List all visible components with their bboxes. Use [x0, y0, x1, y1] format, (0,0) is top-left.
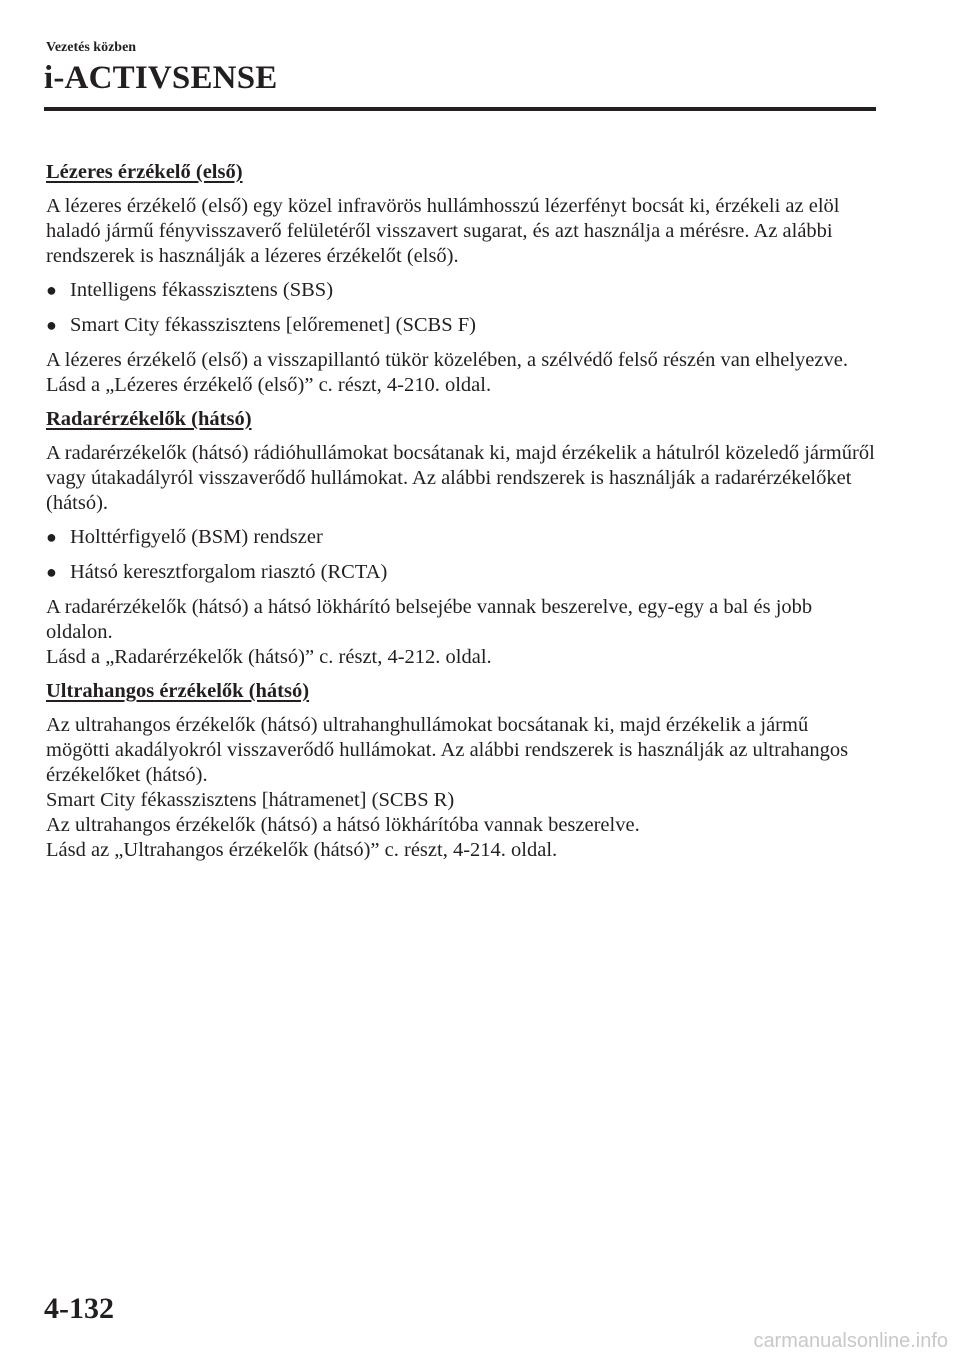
section-body [46, 713, 876, 863]
reference-text: Lásd a „Lézeres érzékelő (első)” c. részt, 4-210. oldal. [46, 374, 492, 396]
section-heading: Ultrahangos érzékelők (hátsó) [46, 680, 310, 702]
section-heading: Lézeres érzékelő (első) [46, 161, 243, 183]
list-item-text: Holttérfigyelő (BSM) rendszer [70, 526, 323, 548]
bullet-icon: ● [46, 280, 57, 300]
section-radar-sensors [46, 407, 876, 670]
reference-text: Lásd az „Ultrahangos érzékelők (hátsó)” c. részt, 4-214. oldal. [46, 839, 558, 861]
page-content [46, 160, 876, 872]
system-name: Smart City fékasszisztens [hátramenet] (SCBS R) [46, 789, 455, 811]
system-list [46, 278, 876, 338]
location-text: A lézeres érzékelő (első) a visszapillantó tükör közelében, a szélvédő felső részén van elhelyezve. [46, 349, 848, 371]
bullet-icon: ● [46, 315, 57, 335]
watermark: carmanualsonline.info [753, 1330, 948, 1352]
section-ultrasonic-sensors [46, 679, 876, 863]
section-intro: Az ultrahangos érzékelők (hátsó) ultrahanghullámokat bocsátanak ki, majd érzékelik a jármű mögötti akadályokról visszaverődő hullámokat. Az alábbi rendszerek is használják az ultrahangos érzékelőket (hátsó). [46, 714, 849, 786]
reference-text: Lásd a „Radarérzékelők (hátsó)” c. részt, 4-212. oldal. [46, 646, 492, 668]
section-intro: A radarérzékelők (hátsó) rádióhullámokat bocsátanak ki, majd érzékelik a hátulról közeledő járműről vagy útakadályról visszaverődő hullámokat. Az alábbi rendszerek is használják a radarérzékelőket (hátsó). [46, 442, 875, 514]
system-list [46, 525, 876, 585]
page-title: i-ACTIVSENSE [44, 60, 278, 96]
section-intro: A lézeres érzékelő (első) egy közel infravörös hullámhosszú lézerfényt bocsát ki, érzékeli az elöl haladó jármű fényvisszaverő felületéről visszavert sugarat, és azt használja a mérésre. Az alábbi rendszerek is használják a lézeres érzékelőt (első). [46, 195, 840, 267]
section-kicker: Vezetés közben [46, 40, 137, 55]
bullet-icon: ● [46, 527, 57, 547]
section-heading: Radarérzékelők (hátsó) [46, 408, 252, 430]
section-outro [46, 595, 876, 670]
list-item [46, 525, 876, 550]
page-number: 4-132 [44, 1292, 114, 1325]
list-item [46, 278, 876, 303]
section-outro [46, 348, 876, 398]
location-text: A radarérzékelők (hátsó) a hátsó lökhárító belsejébe vannak beszerelve, egy-egy a bal és jobb oldalon. [46, 596, 813, 643]
list-item-text: Hátsó keresztforgalom riasztó (RCTA) [70, 561, 388, 583]
list-item-text: Smart City fékasszisztens [előremenet] (SCBS F) [70, 314, 476, 336]
list-item-text: Intelligens fékasszisztens (SBS) [70, 279, 334, 301]
list-item [46, 560, 876, 585]
header-divider [44, 107, 876, 111]
section-laser-sensor [46, 160, 876, 398]
location-text: Az ultrahangos érzékelők (hátsó) a hátsó lökhárítóba vannak beszerelve. [46, 814, 640, 836]
bullet-icon: ● [46, 562, 57, 582]
list-item [46, 313, 876, 338]
